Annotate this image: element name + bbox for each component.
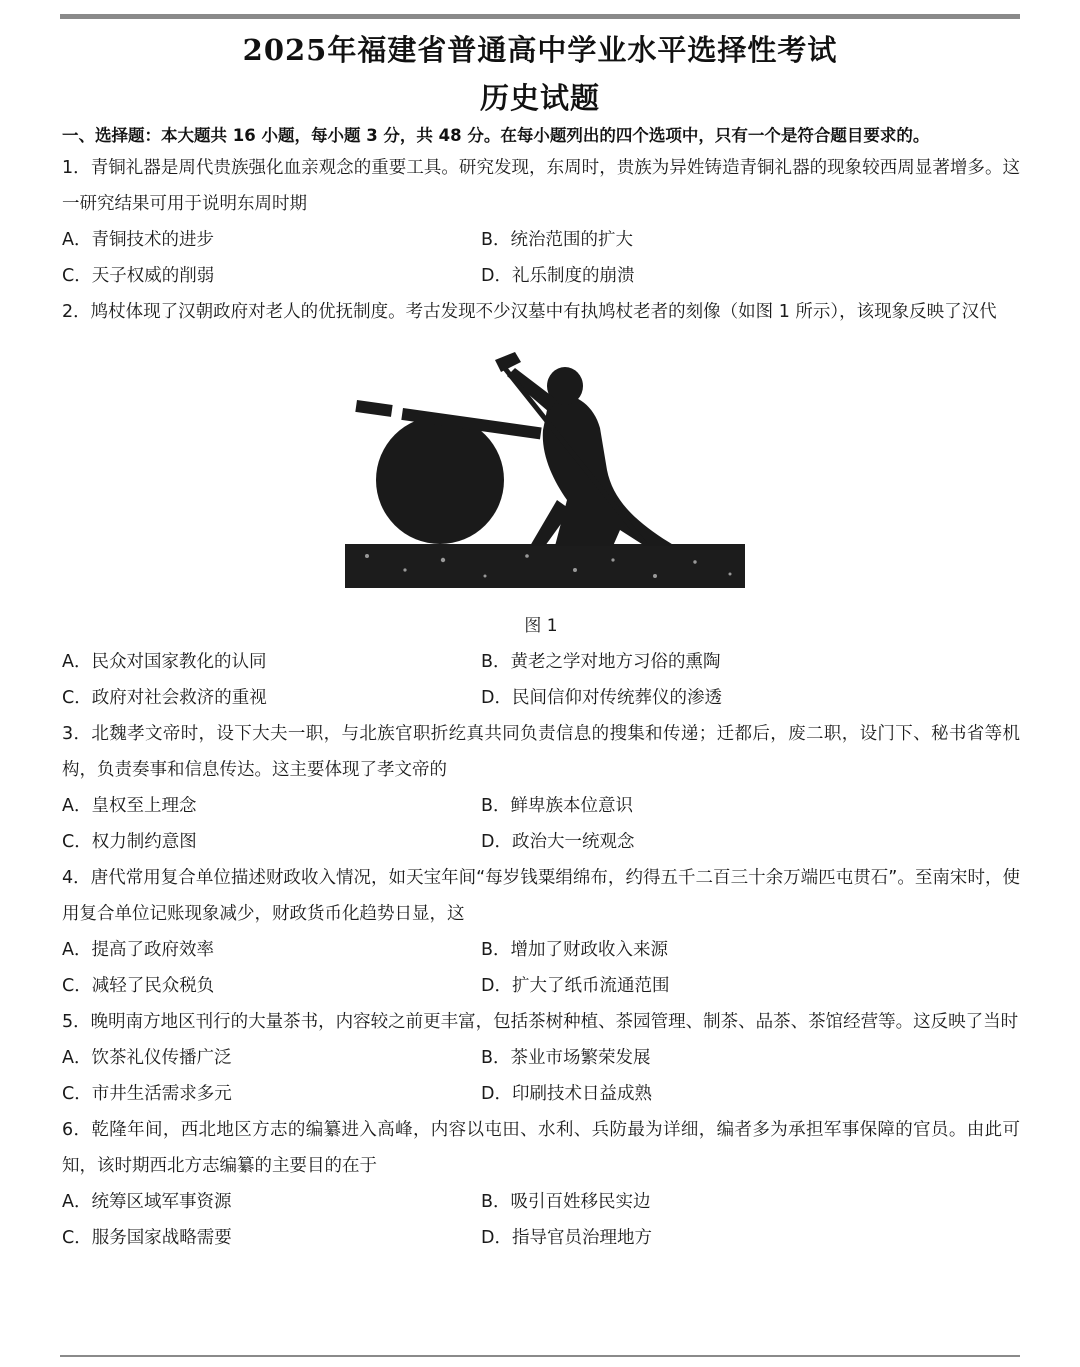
option-group (62, 222, 1020, 294)
option-group (62, 1040, 1020, 1112)
option-c[interactable]: C．减轻了民众税负 (62, 976, 215, 996)
option-a[interactable]: A．皇权至上理念 (62, 796, 197, 816)
option-a[interactable]: A．民众对国家教化的认同 (62, 652, 267, 672)
question-stem: 1．青铜礼器是周代贵族强化血亲观念的重要工具。研究发现，东周时，贵族为异姓铸造青铜礼器的现象较西周显著增多。这一研究结果可用于说明东周时期 (62, 158, 1020, 214)
option-b[interactable]: B．统治范围的扩大 (481, 230, 634, 250)
option-d[interactable]: D．民间信仰对传统葬仪的渗透 (481, 688, 722, 708)
option-group (62, 1184, 1020, 1256)
question-stem: 5．晚明南方地区刊行的大量茶书，内容较之前更丰富，包括茶树种植、茶园管理、制茶、品茶、茶馆经营等。这反映了当时 (62, 1012, 1019, 1032)
option-b[interactable]: B．增加了财政收入来源 (481, 940, 669, 960)
question-list (62, 150, 1020, 1256)
top-rule (60, 14, 1020, 19)
question-stem: 3．北魏孝文帝时，设下大夫一职，与北族官职折纥真共同负责信息的搜集和传递；迁都后，废二职，设门下、秘书省等机构，负责奏事和信息传达。这主要体现了孝文帝的 (62, 724, 1020, 780)
bottom-rule (60, 1355, 1020, 1357)
exam-subtitle: 历史试题 (479, 81, 600, 115)
figure-1 (62, 330, 1020, 608)
option-b[interactable]: B．吸引百姓移民实边 (481, 1192, 651, 1212)
question-stem: 2．鸠杖体现了汉朝政府对老人的优抚制度。考古发现不少汉墓中有执鸠杖老者的刻像（如图 1 所示），该现象反映了汉代 (62, 302, 997, 322)
option-c[interactable]: C．天子权威的削弱 (62, 266, 215, 286)
option-d[interactable]: D．扩大了纸币流通范围 (481, 976, 670, 996)
section-heading: 一、选择题：本大题共 16 小题，每小题 3 分，共 48 分。在每小题列出的四个选项中，只有一个是符合题目要求的。 (62, 126, 930, 145)
exam-title: 2025年福建省普通高中学业水平选择性考试 (242, 33, 838, 67)
option-a[interactable]: A．青铜技术的进步 (62, 230, 214, 250)
option-group (62, 788, 1020, 860)
option-b[interactable]: B．黄老之学对地方习俗的熏陶 (481, 652, 721, 672)
option-d[interactable]: D．印刷技术日益成熟 (481, 1084, 652, 1104)
option-b[interactable]: B．茶业市场繁荣发展 (481, 1048, 651, 1068)
option-group (62, 644, 1020, 716)
option-c[interactable]: C．服务国家战略需要 (62, 1228, 232, 1248)
option-d[interactable]: D．礼乐制度的崩溃 (481, 266, 635, 286)
option-d[interactable]: D．政治大一统观念 (481, 832, 635, 852)
option-c[interactable]: C．政府对社会救济的重视 (62, 688, 267, 708)
option-c[interactable]: C．权力制约意图 (62, 832, 197, 852)
option-a[interactable]: A．统筹区域军事资源 (62, 1192, 232, 1212)
option-b[interactable]: B．鲜卑族本位意识 (481, 796, 634, 816)
option-d[interactable]: D．指导官员治理地方 (481, 1228, 652, 1248)
option-group (62, 932, 1020, 1004)
elder-with-dove-staff-image (345, 350, 745, 600)
option-a[interactable]: A．提高了政府效率 (62, 940, 214, 960)
question-stem: 4．唐代常用复合单位描述财政收入情况，如天宝年间“每岁钱粟绢绵布，约得五千二百三十余万端匹屯贯石”。至南宋时，使用复合单位记账现象减少，财政货币化趋势日显，这 (62, 868, 1020, 924)
option-a[interactable]: A．饮茶礼仪传播广泛 (62, 1048, 232, 1068)
figure-caption: 图 1 (524, 616, 558, 636)
option-c[interactable]: C．市井生活需求多元 (62, 1084, 232, 1104)
question-stem: 6．乾隆年间，西北地区方志的编纂进入高峰，内容以屯田、水利、兵防最为详细，编者多为承担军事保障的官员。由此可知，该时期西北方志编纂的主要目的在于 (62, 1120, 1020, 1176)
